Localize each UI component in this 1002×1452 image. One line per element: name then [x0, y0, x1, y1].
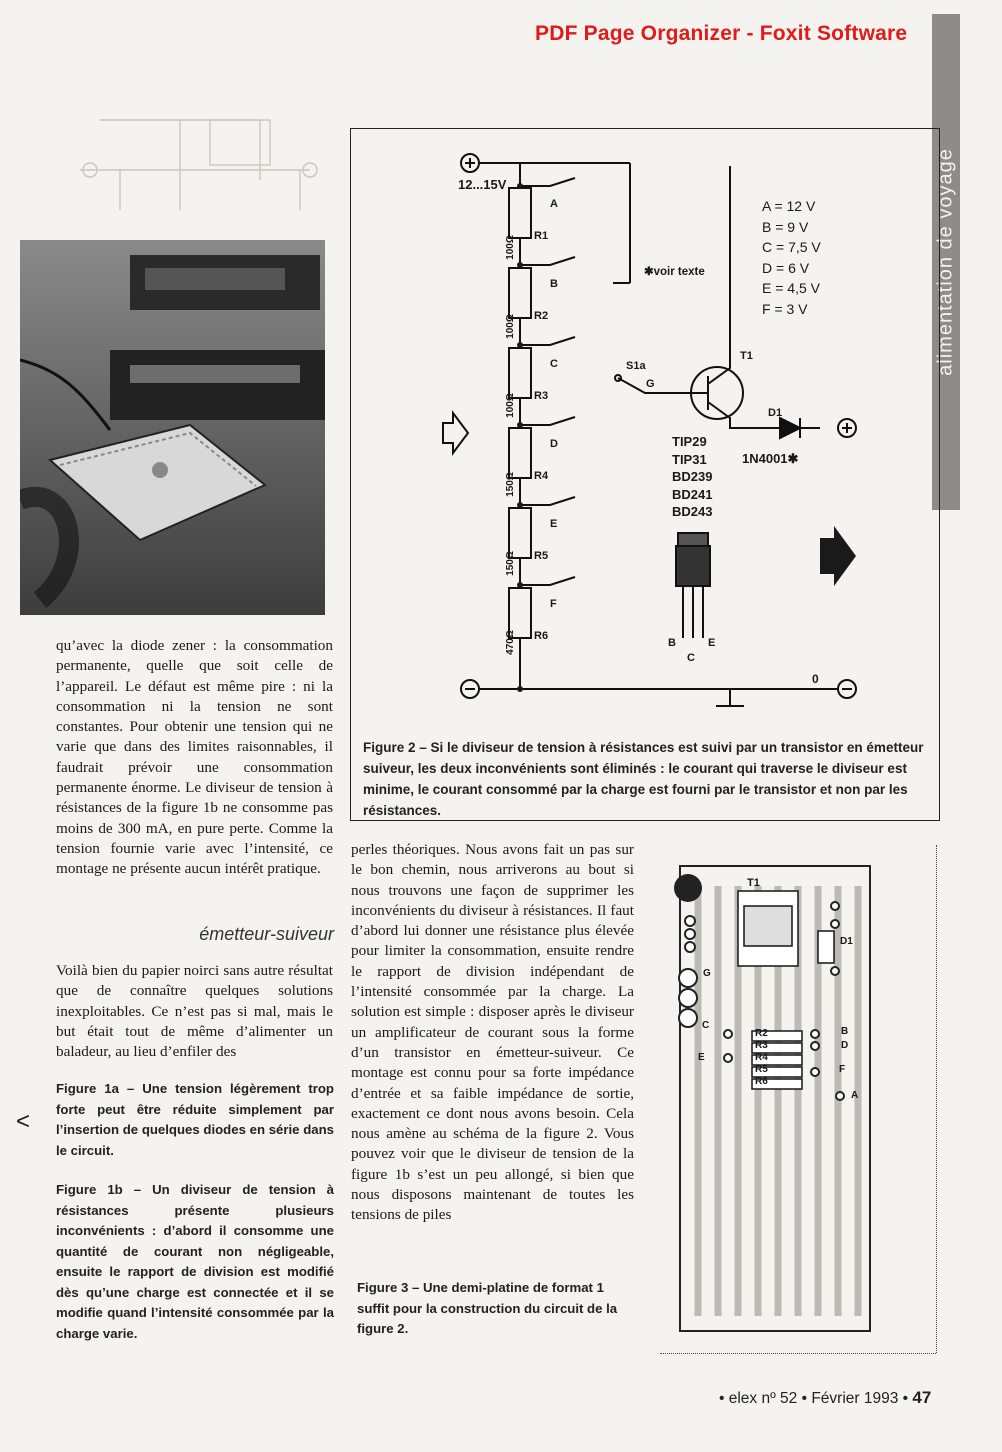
figure-3-pcb-layout: [660, 846, 936, 1346]
transistor-type-3: BD239: [672, 469, 713, 484]
transistor-type-1: TIP29: [672, 434, 707, 449]
pcb-d1-label: D1: [840, 936, 853, 947]
dotted-border-horizontal: [660, 1353, 936, 1354]
switch-label: S1a: [626, 360, 646, 372]
r6-label: R6: [534, 630, 549, 642]
section-heading: émetteur-suiveur: [199, 924, 334, 944]
r1-label: R1: [534, 230, 549, 242]
r5-label: R5: [534, 550, 549, 562]
watermark: PDF Page Organizer - Foxit Software: [535, 22, 908, 45]
figure-1a-caption: Figure 1a – Une tension légèrement trop forte peut être réduite simplement par l’insertion de quelques diodes en série dans le circuit.: [56, 1081, 334, 1158]
pcb-f-label: F: [839, 1064, 846, 1075]
r2-label: R2: [534, 310, 549, 322]
footer-issue: • elex nº 52 • Février 1993 •: [719, 1390, 909, 1407]
voltage-f: F = 3 V: [762, 300, 808, 317]
pcb-t1-label: T1: [747, 877, 760, 889]
tap-b: B: [550, 278, 558, 290]
page-number: 47: [912, 1388, 932, 1407]
pcb-r3-label: R3: [755, 1040, 768, 1051]
col1-paragraph-1: qu’avec la diode zener : la consommation permanente, quelle que soit celle de l’appareil. Le défaut est même pire : ni la consommation ni la tension ne sont constantes. Pour obtenir une tension qui ne varie que dans des limites raisonnables, il faudrait prévoir une consommation permanente énorme. Le diviseur de tension à résistances de la figure 1b ne consomme pas moins de 300 mA, en pure perte. Comme la tension fournie varie avec l’intensité, ce montage ne présente aucun intérêt pratique.: [56, 637, 333, 878]
pcb-a-label: A: [851, 1090, 859, 1101]
tap-e: E: [550, 518, 558, 530]
dotted-border-vertical: [936, 845, 937, 1353]
pcb-b-label: B: [841, 1026, 849, 1037]
r6-value: 470Ω: [504, 630, 516, 655]
pin-e-label: E: [708, 637, 716, 649]
output-zero-label: 0: [812, 672, 819, 686]
diode-type-label: 1N4001: [742, 451, 788, 466]
tap-c: C: [550, 358, 558, 370]
asterisk-icon: ✱: [644, 266, 654, 278]
pcb-c-label: C: [702, 1020, 710, 1031]
figure-3-caption: Figure 3 – Une demi-platine de format 1 suffit pour la construction du circuit de la figure 2.: [357, 1280, 618, 1336]
r3-value: 100Ω: [504, 393, 516, 418]
pcb-r5-label: R5: [755, 1064, 768, 1075]
col1-paragraph-2: Voilà bien du papier noirci sans autre résultat que de connaître quelques solutions inexploitables. Ce n’est pas si mal, mais le but était tout de même d’alimenter un baladeur, au lieu d’enfiler des: [56, 962, 333, 1061]
r5-value: 150Ω: [504, 551, 516, 576]
see-text-note: voir texte: [653, 266, 705, 278]
diode-label: D1: [768, 407, 783, 419]
pin-c-label: C: [687, 652, 695, 664]
voltage-b: B = 9 V: [762, 218, 809, 235]
pin-b-label: B: [668, 637, 676, 649]
tap-f: F: [550, 598, 557, 610]
transistor-label: T1: [740, 350, 753, 362]
voltage-a: A = 12 V: [762, 198, 816, 214]
pcb-r2-label: R2: [755, 1028, 768, 1039]
figure-1b-caption: Figure 1b – Un diviseur de tension à résistances présente plusieurs inconvénients : d’abord il consomme une quantité de courant non négligeable, ensuite le rapport de division est modifié dès qu’une charge est connectée et il se modifie quand l’intensité consommée par la charge varie.: [56, 1182, 334, 1341]
transistor-type-4: BD241: [672, 486, 713, 502]
pcb-d-label: D: [841, 1040, 849, 1051]
figure-2-caption: Figure 2 – Si le diviseur de tension à résistances est suivi par un transistor en émetteur suiveur, les deux inconvénients sont éliminés : le courant qui traverse le diviseur est minime, le courant consommé par la charge est fourni par le transistor et non par les résistances.: [363, 740, 924, 818]
r2-value: 100Ω: [504, 314, 516, 339]
bleedthrough-schematic: [60, 60, 340, 230]
voltage-d: D = 6 V: [762, 259, 810, 276]
transistor-type-5: BD243: [672, 504, 713, 519]
r4-label: R4: [534, 470, 549, 482]
r1-value: 100Ω: [504, 235, 516, 260]
tap-a: A: [550, 198, 558, 210]
sidebar-label: alimentation de voyage: [934, 148, 957, 376]
voltage-e: E = 4,5 V: [762, 280, 820, 296]
input-voltage-label: 12...15V: [458, 177, 507, 192]
diode-asterisk-icon: ✱: [787, 451, 799, 466]
pcb-e-label: E: [698, 1052, 705, 1063]
switch-g-label: G: [646, 378, 655, 390]
voltage-c: C = 7,5 V: [762, 239, 821, 255]
r4-value: 150Ω: [504, 472, 516, 497]
tap-d: D: [550, 438, 558, 450]
left-arrow-icon: <: [16, 1108, 31, 1135]
transistor-type-2: TIP31: [672, 451, 707, 467]
pcb-r4-label: R4: [755, 1052, 768, 1063]
pcb-g-label: G: [703, 968, 711, 979]
car-radio-photo: [20, 240, 325, 615]
col2-paragraph: perles théoriques. Nous avons fait un pas sur le bon chemin, nous arriverons au bout si nous trouvons une façon de supprimer les inconvénients du diviseur à résistances. Il faut d’abord lui donner une résistance plus élevée pour limiter la consommation, ensuite rendre le rapport de division indépendant de l’intensité consommée par la charge. La solution est simple : disposer après le diviseur un amplificateur de courant sous la forme d’un transistor en émetteur-suiveur. Ce montage est connu pour sa forte impédance d’entrée et sa faible impédance de sortie, exactement ce dont nous avons besoin. Cela nous amène au schéma de la figure 2. Vous pouvez voir que le diviseur de tension de la figure 1b s’est un peu allongé, si bien que nous disposons maintenant de toutes les tensions de piles: [351, 841, 634, 1224]
r3-label: R3: [534, 390, 549, 402]
figure-2-schematic: [350, 128, 940, 728]
pcb-r6-label: R6: [755, 1076, 768, 1087]
